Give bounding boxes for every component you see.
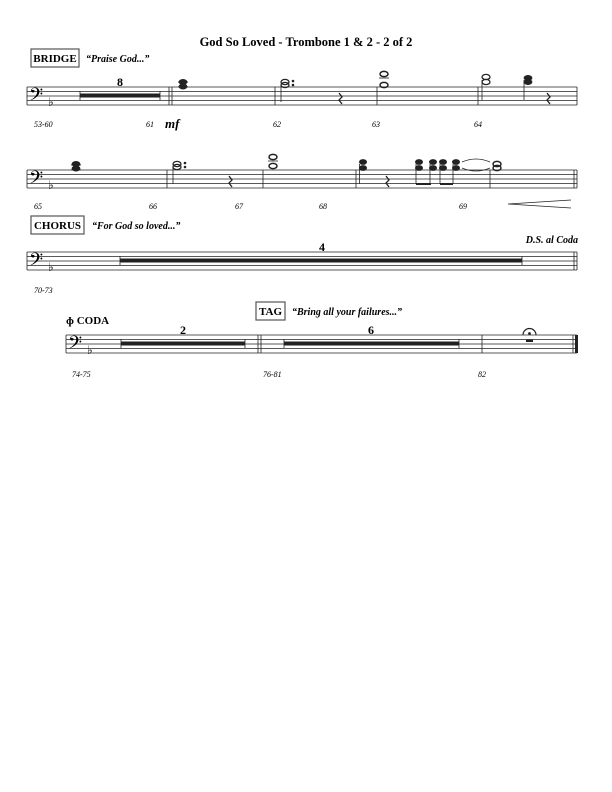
measure-number: 68 xyxy=(319,202,327,211)
bridge-lyric: “Praise God...” xyxy=(86,54,150,65)
measure-number: 74-75 xyxy=(72,370,91,379)
measure-number: 82 xyxy=(478,370,486,379)
bass-clef-icon: 𝄢 xyxy=(68,332,83,357)
multirest-bar xyxy=(284,342,459,346)
flat-key-signature-icon: ♭ xyxy=(48,178,54,192)
chorus-lyric: “For God so loved...” xyxy=(92,221,181,232)
staff-system-2 xyxy=(27,154,577,208)
measure-number: 62 xyxy=(273,120,281,129)
measure-number: 64 xyxy=(474,120,482,129)
measure-number: 63 xyxy=(372,120,380,129)
tag-lyric: “Bring all your failures...” xyxy=(292,307,403,318)
page-title: God So Loved - Trombone 1 & 2 - 2 of 2 xyxy=(199,35,413,49)
measure-numbers-system-1 xyxy=(34,120,482,129)
measure-number: 69 xyxy=(459,202,467,211)
multirest-count: 6 xyxy=(368,323,374,337)
measure-numbers-system-4 xyxy=(72,370,486,379)
flat-key-signature-icon: ♭ xyxy=(48,260,54,274)
staff-system-3 xyxy=(27,252,577,270)
coda-label: ɸ CODA xyxy=(66,315,110,327)
bass-clef-icon: 𝄢 xyxy=(29,167,44,192)
flat-key-signature-icon: ♭ xyxy=(87,343,93,357)
measure-numbers-system-2 xyxy=(34,202,467,211)
bridge-label: BRIDGE xyxy=(33,53,77,65)
staff-system-4 xyxy=(66,329,578,354)
chorus-label: CHORUS xyxy=(33,220,82,232)
multirest-count: 8 xyxy=(117,75,123,89)
ds-al-coda: D.S. al Coda xyxy=(525,235,578,246)
bass-clef-icon: 𝄢 xyxy=(29,249,44,274)
multirest-count: 4 xyxy=(319,240,325,254)
measure-number: 66 xyxy=(149,202,157,211)
measure-number: 70-73 xyxy=(34,286,53,295)
tag-label: TAG xyxy=(258,306,283,318)
dynamic-marking: mf xyxy=(165,116,180,131)
whole-rest xyxy=(526,340,533,343)
measure-number: 53-60 xyxy=(34,120,53,129)
multirest-bar xyxy=(80,94,160,98)
measure-number: 65 xyxy=(34,202,42,211)
multirest-bar xyxy=(121,342,245,346)
flat-key-signature-icon: ♭ xyxy=(48,95,54,109)
diminuendo-hairpin xyxy=(508,200,571,208)
multirest-count: 2 xyxy=(180,323,186,337)
measure-number: 76-81 xyxy=(263,370,282,379)
multirest-bar xyxy=(120,259,522,263)
bass-clef-icon: 𝄢 xyxy=(29,84,44,109)
measure-number: 67 xyxy=(235,202,243,211)
measure-number: 61 xyxy=(146,120,154,129)
staff-system-1 xyxy=(27,71,577,105)
